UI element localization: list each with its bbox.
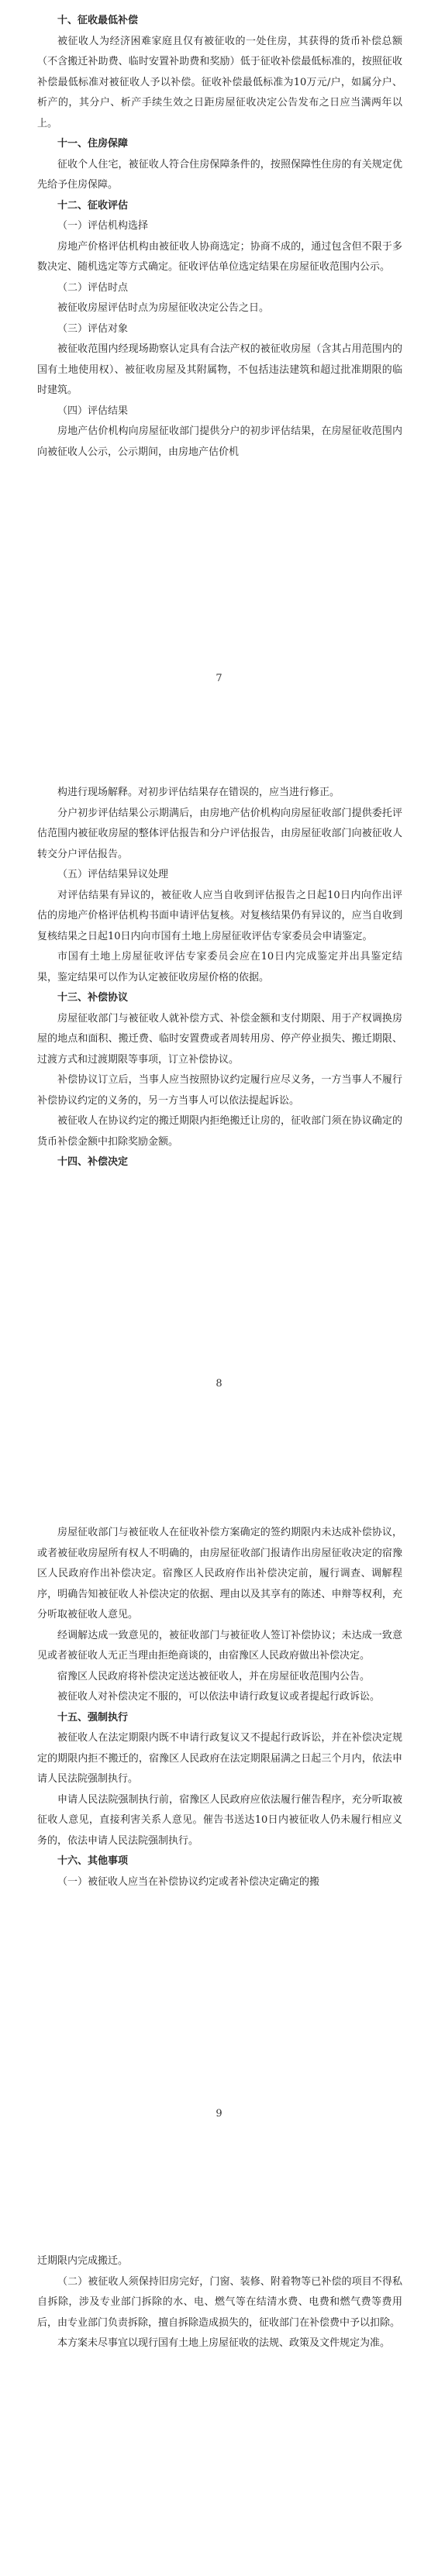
paragraph: 被征收范围内经现场勘察认定具有合法产权的被征收房屋（含其占用范围内的国有土地使用权）、被征收房屋及其附属物，不包括违法建筑和超过批准期限的临时建筑。 bbox=[37, 343, 402, 396]
subsection-title: （一）评估机构选择 bbox=[57, 220, 149, 232]
page-section-7 bbox=[0, 11, 438, 463]
paragraph: 市国有土地上房屋征收评估专家委员会应在10日内完成鉴定并出具鉴定结果，鉴定结果可以作为认定被征收房屋价格的依据。 bbox=[37, 951, 402, 983]
paragraph: 迁期限内完成搬迁。 bbox=[37, 2255, 129, 2267]
paragraph: 申请人民法院强制执行前，宿豫区人民政府应依法履行催告程序，充分听取被征收人意见，直接利害关系人意见。催告书送达10日内被征收人仍未履行相应义务的，依法申请人民法院强制执行。 bbox=[37, 1793, 402, 1847]
section-title-assessment: 十二、征收评估 bbox=[57, 199, 129, 212]
subsection-title: （五）评估结果异议处理 bbox=[57, 869, 169, 880]
subsection-title: （四）评估结果 bbox=[57, 405, 129, 417]
paragraph: 构进行现场解释。对初步评估结果存在错误的，应当进行修正。 bbox=[57, 787, 340, 798]
paragraph: 分户初步评估结果公示期满后，由房地产估价机构向房屋征收部门提供委托评估范围内被征收房屋的整体评估报告和分户评估报告，由房屋征收部门向被征收人转交分户评估报告。 bbox=[37, 807, 402, 860]
subsection-title: （二）评估时点 bbox=[57, 281, 129, 294]
page-section-10 bbox=[0, 2251, 438, 2354]
section-title-enforcement: 十五、强制执行 bbox=[57, 1711, 129, 1724]
paragraph: 征收个人住宅，被征收人符合住房保障条件的，按照保障性住房的有关规定优先给予住房保障。 bbox=[37, 158, 402, 191]
section-title-agreement: 十三、补偿协议 bbox=[57, 992, 129, 1004]
paragraph: 被征收人为经济困难家庭且仅有被征收的一处住房，其获得的货币补偿总额（不含搬迁补助费、临时安置补助费和奖励）低于征收补偿最低标准的，按照征收补偿最低标准对被征收人予以补偿。征收补偿最低标准为10万元/户，如属分户、析产的，其分户、析产手续生效之日距房屋征收决定公告发布之日应当满两年以上。 bbox=[37, 35, 402, 129]
page-number: 8 bbox=[216, 1378, 222, 1390]
paragraph: 房地产价格评估机构由被征收人协商选定；协商不成的，通过包含但不限于多数决定、随机选定等方式确定。征收评估单位选定结果在房屋征收范围内公示。 bbox=[37, 240, 402, 273]
paragraph: 房屋征收部门与被征收人就补偿方式、补偿金额和支付期限、用于产权调换房屋的地点和面积、搬迁费、临时安置费或者周转用房、停产停业损失、搬迁期限、过渡方式和过渡期限等事项，订立补偿协议。 bbox=[37, 1012, 402, 1066]
section-title-housing-security: 十一、住房保障 bbox=[57, 138, 129, 150]
paragraph: 被征收房屋评估时点为房屋征收决定公告之日。 bbox=[57, 302, 270, 314]
section-title-minimum-compensation: 十、征收最低补偿 bbox=[57, 15, 139, 26]
paragraph: 房地产估价机构向房屋征收部门提供分户的初步评估结果，在房屋征收范围内向被征收人公示，公示期间，由房地产估价机 bbox=[37, 425, 402, 458]
paragraph: 本方案未尽事宜以现行国有土地上房屋征收的法规、政策及文件规定为准。 bbox=[57, 2337, 391, 2349]
page-section-9 bbox=[0, 1523, 438, 1892]
paragraph: 宿豫区人民政府将补偿决定送达被征收人，并在房屋征收范围内公告。 bbox=[57, 1670, 371, 1682]
section-title-other: 十六、其他事项 bbox=[57, 1855, 129, 1867]
paragraph: （二）被征收人须保持旧房完好，门窗、装修、附着物等已补偿的项目不得私自拆除，涉及专业部门拆除的水、电、燃气等在结清水费、电费和燃气费等费用后，由专业部门负责拆除，擅自拆除造成损失的，征收部门在补偿费中予以扣除。 bbox=[37, 2275, 402, 2329]
paragraph: 房屋征收部门与被征收人在征收补偿方案确定的签约期限内未达成补偿协议，或者被征收房屋所有权人不明确的，由房屋征收部门报请作出房屋征收决定的宿豫区人民政府作出补偿决定。宿豫区人民政府作出补偿决定前，履行调查、调解程序，明确告知被征收人补偿决定的依据、理由以及其享有的陈述、申辩等权利，充分听取被征收人意见。 bbox=[37, 1527, 402, 1620]
page-number: 7 bbox=[216, 673, 222, 684]
paragraph: 经调解达成一致意见的，被征收部门与被征收人签订补偿协议；未达成一致意见或者被征收人无正当理由拒绝商谈的，由宿豫区人民政府做出补偿决定。 bbox=[37, 1629, 402, 1662]
subsection-title: （三）评估对象 bbox=[57, 322, 129, 335]
paragraph: 被征收人对补偿决定不服的，可以依法申请行政复议或者提起行政诉讼。 bbox=[57, 1691, 381, 1703]
paragraph: 被征收人在协议约定的搬迁期限内拒绝搬迁让房的，征收部门须在协议确定的货币补偿金额中扣除奖励金额。 bbox=[37, 1115, 402, 1148]
paragraph: 补偿协议订立后，当事人应当按照协议约定履行应尽义务，一方当事人不履行补偿协议约定的义务的，另一方当事人可以依法提起诉讼。 bbox=[37, 1074, 402, 1107]
paragraph: 被征收人在法定期限内既不申请行政复议又不提起行政诉讼，并在补偿决定规定的期限内拒不搬迁的，宿豫区人民政府在法定期限届满之日起三个月内，依法申请人民法院强制执行。 bbox=[37, 1732, 402, 1785]
page-number: 9 bbox=[216, 2108, 222, 2120]
page-section-8 bbox=[0, 783, 438, 1173]
paragraph: 对评估结果有异议的，被征收人应当自收到评估报告之日起10日内向作出评估的房地产价格评估机构书面申请评估复核。对复核结果仍有异议的，应当自收到复核结果之日起10日内向市国有土地上房屋征收评估专家委员会申请鉴定。 bbox=[37, 889, 402, 942]
section-title-decision: 十四、补偿决定 bbox=[57, 1156, 129, 1168]
paragraph: （一）被征收人应当在补偿协议约定或者补偿决定确定的搬 bbox=[57, 1875, 320, 1888]
